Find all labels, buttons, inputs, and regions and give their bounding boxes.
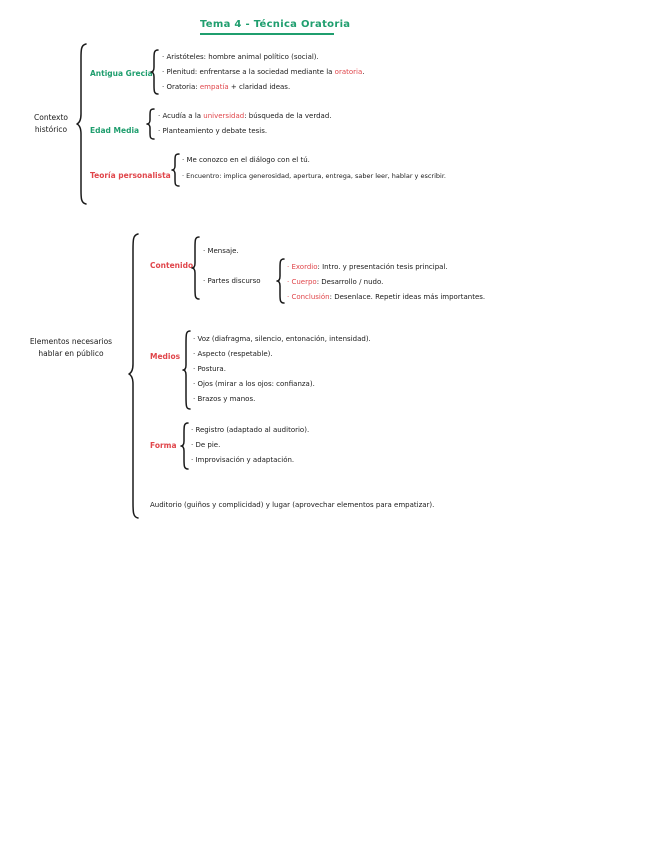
medios-item-brazos: · Brazos y manos. — [193, 395, 256, 403]
partes-item-cuerpo — [287, 278, 383, 287]
exordio-highlight: · Exordio — [287, 263, 318, 271]
contexto-historico-label — [28, 112, 74, 136]
antigua-grecia-label: Antigua Grecia — [90, 69, 153, 78]
oratoria-end: + claridad ideas. — [228, 83, 291, 91]
contexto-label-line1: Contexto — [34, 113, 68, 122]
conclusion-text: : Desenlace. Repetir ideas más importantes. — [329, 293, 486, 301]
cuerpo-text: : Desarrollo / nudo. — [316, 278, 384, 286]
forma-item-improvisacion: · Improvisación y adaptación. — [191, 456, 295, 464]
cuerpo-highlight: · Cuerpo — [287, 278, 317, 286]
teoria-personalista-label: Teoría personalista — [90, 171, 171, 180]
elementos-necesarios-label — [22, 336, 120, 360]
grecia-item-aristoteles: · Aristóteles: hombre animal político (social). — [162, 53, 319, 61]
brace-forma — [180, 422, 190, 470]
forma-item-de-pie: · De pie. — [191, 441, 221, 449]
medios-item-ojos: · Ojos (mirar a los ojos: confianza). — [193, 380, 315, 388]
universidad-end: : búsqueda de la verdad. — [244, 112, 332, 120]
brace-antigua-grecia — [150, 49, 160, 95]
forma-label: Forma — [150, 441, 177, 450]
main-brace-elementos — [128, 232, 142, 520]
edad-media-item-universidad — [158, 112, 332, 121]
brace-teoria-personalista — [171, 153, 181, 187]
contenido-item-partes-discurso: · Partes discurso — [203, 277, 261, 285]
oratoria-text: · Oratoria: — [162, 83, 200, 91]
universidad-text: · Acudía a la — [158, 112, 204, 120]
contenido-label: Contenido — [150, 261, 194, 270]
edad-media-item-debate: · Planteamiento y debate tesis. — [158, 127, 268, 135]
brace-medios — [182, 330, 192, 410]
brace-contenido — [191, 236, 201, 300]
partes-item-conclusion — [287, 293, 485, 302]
elementos-label-line1: Elementos necesarios — [29, 337, 113, 346]
auditorio-line: Auditorio (guiños y complicidad) y lugar (aprovechar elementos para empatizar). — [150, 501, 435, 509]
oratoria-highlight: oratoria — [334, 68, 363, 76]
universidad-highlight: universidad — [203, 112, 245, 120]
partes-item-exordio — [287, 263, 448, 272]
page-title: Tema 4 - Técnica Oratoria — [200, 19, 351, 30]
conclusion-highlight: · Conclusión — [287, 293, 330, 301]
elementos-label-line2: hablar en público — [38, 349, 104, 358]
medios-label: Medios — [150, 352, 181, 361]
title-underline — [200, 33, 334, 35]
personalista-item-encuentro: · Encuentro: implica generosidad, apertura, entrega, saber leer, hablar y escribir. — [182, 172, 446, 180]
brace-partes-discurso — [276, 258, 286, 304]
medios-item-voz: · Voz (diafragma, silencio, entonación, intensidad). — [193, 335, 371, 343]
medios-item-postura: · Postura. — [193, 365, 226, 373]
main-brace-contexto — [76, 42, 90, 206]
grecia-item-oratoria — [162, 83, 290, 92]
plenitud-text: · Plenitud: enfrentarse a la sociedad mediante la — [162, 68, 335, 76]
contenido-item-mensaje: · Mensaje. — [203, 247, 239, 255]
personalista-item-dialogo: · Me conozco en el diálogo con el tú. — [182, 156, 310, 164]
empatia-highlight: empatía — [199, 83, 229, 91]
exordio-text: : Intro. y presentación tesis principal. — [317, 263, 448, 271]
brace-edad-media — [146, 108, 156, 140]
edad-media-label: Edad Media — [90, 126, 140, 135]
medios-item-aspecto: · Aspecto (respetable). — [193, 350, 273, 358]
contexto-label-line2: histórico — [34, 125, 68, 134]
forma-item-registro: · Registro (adaptado al auditorio). — [191, 426, 310, 434]
grecia-item-plenitud — [162, 68, 365, 77]
plenitud-end: . — [362, 68, 365, 76]
